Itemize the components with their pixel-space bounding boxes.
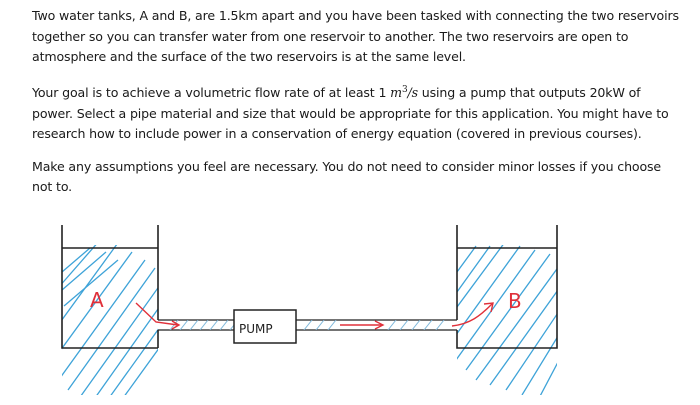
tank-pump-diagram bbox=[0, 200, 700, 405]
paragraph-assumptions: Make any assumptions you feel are necessary. You do not need to consider minor losses if you choose not to. bbox=[32, 158, 662, 195]
flow-arrow-b bbox=[452, 304, 492, 326]
flow-arrow-a bbox=[136, 303, 178, 325]
unit-exponent: 3 bbox=[401, 84, 408, 95]
unit-base: m bbox=[390, 84, 402, 100]
paragraph-goal bbox=[32, 80, 682, 145]
flow-rate-unit bbox=[390, 85, 418, 100]
pump-label: PUMP bbox=[239, 322, 273, 336]
tank-b-water bbox=[440, 242, 576, 400]
tank-a-label: A bbox=[90, 288, 104, 312]
problem-statement bbox=[32, 6, 682, 210]
tank-b-label: B bbox=[508, 289, 522, 313]
goal-text-start: Your goal is to achieve a volumetric flow rate of at least 1 bbox=[32, 84, 391, 100]
unit-tail: /s bbox=[407, 84, 418, 100]
paragraph-setup: Two water tanks, A and B, are 1.5km apart and you have been tasked with connecting the two reservoirs together so you can transfer water from one reservoir to another. The two reservoirs are open to atmosphere and the surface of the two reservoirs is at the same level. bbox=[32, 8, 679, 65]
goal-text-end: using a pump that outputs 20kW of power. Select a pipe material and size that would be appropriate for this application. You might have to research how to include power in a conservation of energy equation (covered in previous courses). bbox=[32, 84, 669, 142]
